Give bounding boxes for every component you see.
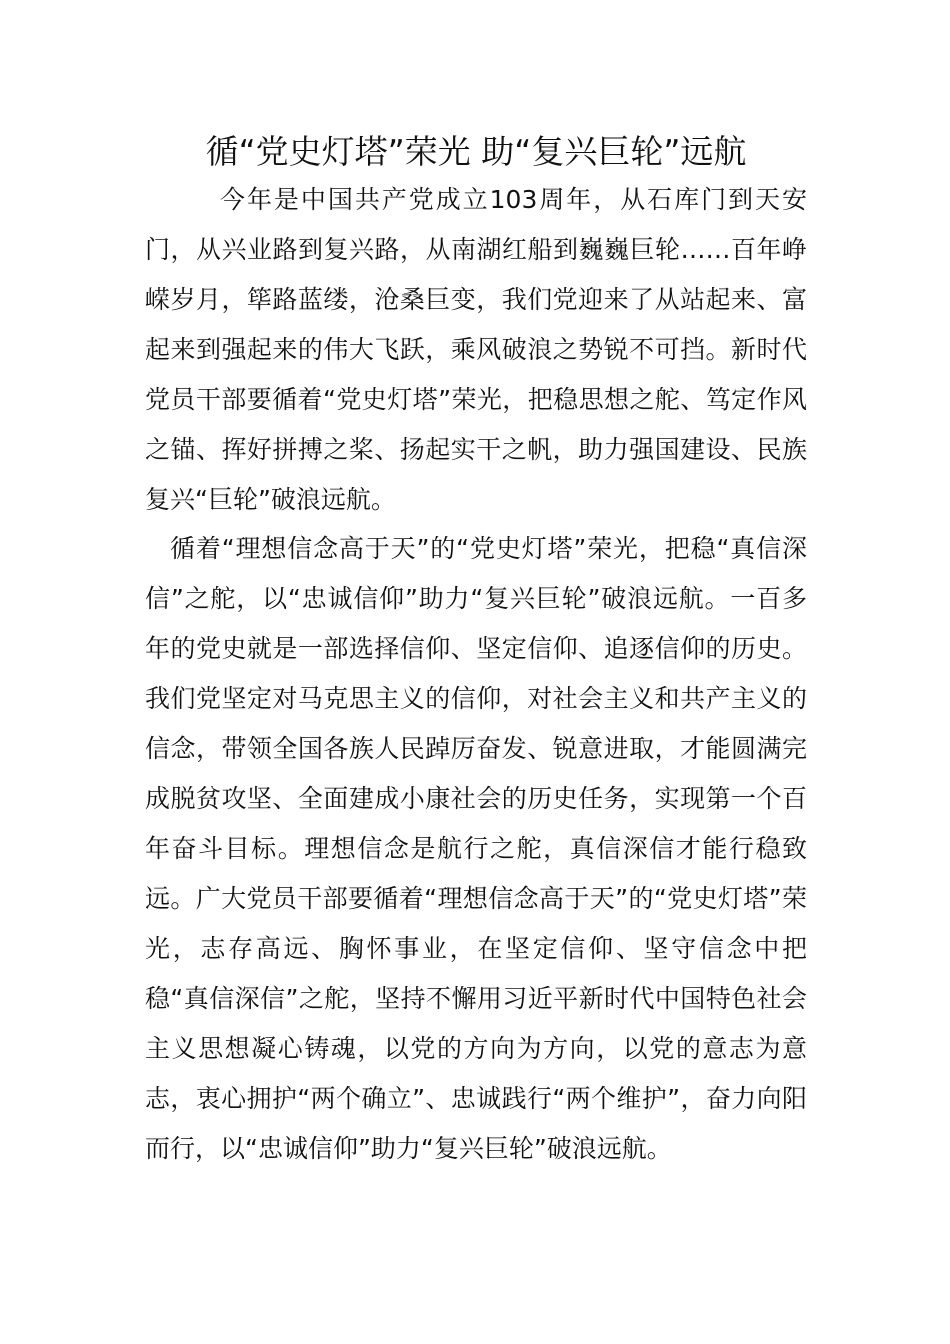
document-title: 循“党史灯塔”荣光 助“复兴巨轮”远航	[205, 132, 747, 171]
paragraph-1: 今年是中国共产党成立103周年，从石库门到天安门，从兴业路到复兴路，从南湖红船到巍巍巨轮……百年峥嵘岁月，筚路蓝缕，沧桑巨变，我们党迎来了从站起来、富起来到强起来的伟大飞跃，乘风破浪之势锐不可挡。新时代党员干部要循着“党史灯塔”荣光，把稳思想之舵、笃定作风之锚、挥好拼搏之桨、扬起实干之帆，助力强国建设、民族复兴“巨轮”破浪远航。	[145, 185, 807, 514]
paragraph-2: 循着“理想信念高于天”的“党史灯塔”荣光，把稳“真信深信”之舵，以“忠诚信仰”助力“复兴巨轮”破浪远航。一百多年的党史就是一部选择信仰、坚定信仰、追逐信仰的历史。我们党坚定对马克思主义的信仰，对社会主义和共产主义的信念，带领全国各族人民踔厉奋发、锐意进取，才能圆满完成脱贫攻坚、全面建成小康社会的历史任务，实现第一个百年奋斗目标。理想信念是航行之舵，真信深信才能行稳致远。广大党员干部要循着“理想信念高于天”的“党史灯塔”荣光，志存高远、胸怀事业，在坚定信仰、坚守信念中把稳“真信深信”之舵，坚持不懈用习近平新时代中国特色社会主义思想凝心铸魂，以党的方向为方向，以党的意志为意志，衷心拥护“两个确立”、忠诚践行“两个维护”，奋力向阳而行，以“忠诚信仰”助力“复兴巨轮”破浪远航。	[145, 534, 807, 1163]
